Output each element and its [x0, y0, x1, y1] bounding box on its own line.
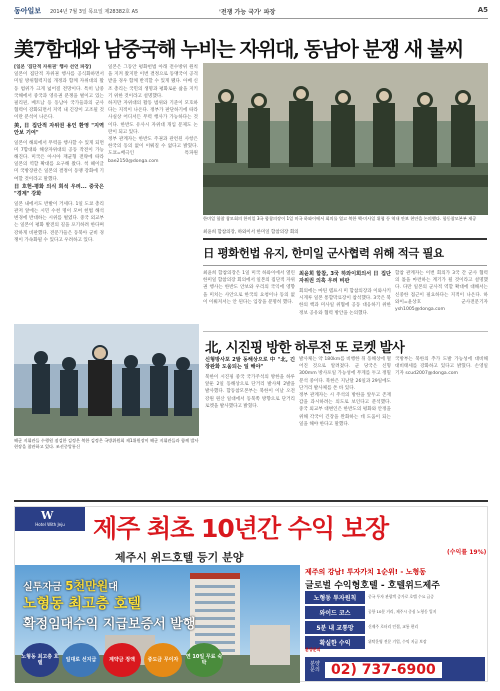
article2-column-2: [299, 270, 391, 330]
ad-phone-box[interactable]: [305, 657, 485, 681]
article-paragraph: 일본이 해외에서 무력을 행사할 수 있게 되면 미 7함대와 해상자위대의 공동 작전이 가능해진다. 미국은 아시아 재균형 전략에 따라 일본의 역할 확대를 요구해 왔다. 척 헤이글 미 국방장관은 일본의 결정이 동맹 강화에 기여할 것이라고 말했다.: [14, 140, 104, 182]
feature-desc: 신제주 로터리 인접, 교통 편리: [368, 624, 419, 630]
article3-column-3: [395, 356, 488, 496]
feature-desc: 공항 10분 거리, 제주시 중심 노형동 입지: [368, 609, 437, 615]
feature-row: [305, 621, 485, 634]
feature-row: [305, 591, 485, 604]
article-subheading: 日 호헌-평화 의식 희석 우려... 중국은 "경계" 강화: [14, 183, 104, 197]
quote-kicker: 최윤희 합참의장, 하와이서 한미일 합참의장 회의: [203, 230, 299, 235]
ad-divider: [14, 500, 488, 502]
article-paragraph: 발사체는 약 180km를 비행한 뒤 동해상에 떨어진 것으로 알려졌다. 군 당국은 신형 300mm 방사포일 가능성에 무게를 두고 정밀 분석 중이다. 북한은 지난달 26일과 29일에도 단거리 발사체를 쏜 바 있다.: [299, 357, 391, 391]
article-byline: [일본 '집단적 자위권' 행사 선언 파장]: [14, 65, 92, 70]
feature-label: 확실한 수익: [305, 636, 365, 649]
article-paragraph: 일본이 집단적 자위권 행사를 공식화하면서 미일 방위협력지침 개정과 함께 자위대의 활동 범위가 크게 넓어질 전망이다. 특히 남중국해에서 중국과 영유권 분쟁을 벌이고 있는 필리핀, 베트남 등 동남아 국가들과의 군사 협력이 강화되면서 지역 내 긴장이 고조될 것이란 분석이 나온다.: [14, 72, 104, 121]
logo-text: Hotel With Jeju: [35, 522, 65, 527]
feature-label: 와이드 코스: [305, 606, 365, 619]
ad-brand-line: 글로벌 수익형호텔 - 호텔위드제주: [305, 581, 440, 591]
main-headline: 美7함대와 남중국해 누비는 자위대, 동남아 분쟁 새 불씨: [14, 37, 463, 61]
ad-info-line: [305, 647, 320, 653]
article-paragraph: 최윤희 합참의장은 1일 미국 하와이에서 열린 한미일 합참의장 회의에서 일본의 집단적 자위권 행사는 한반도 안보와 우리의 국익에 영향을 미치는 사안으로 한국의 요청이나 동의 없이 이뤄져서는 안 된다는 입장을 분명히 했다.: [203, 271, 295, 305]
meeting-photo: [203, 63, 488, 215]
article-subheading: 美, 日 집단적 자위권 용인 환영 "지역 안보 기여": [14, 122, 104, 136]
article-paragraph: 정부 관계자는 한반도 주권과 관련된 사항은 한국의 동의 없이 이뤄질 수 없다고 밝혔다. 도쿄=배극인 특파원 bae2150@donga.com: [108, 137, 198, 164]
ad-benefit-tags: [21, 643, 223, 677]
kim-jong-un-photo: [14, 324, 199, 436]
ad-feature-table: [305, 591, 485, 651]
feature-label: 노형동 투자원칙: [305, 591, 365, 604]
issue-date: 2014년 7월 3일 목요일 제28382호 A5: [50, 9, 139, 15]
page-number: A5: [477, 6, 488, 14]
benefit-tag: 노형동 최고층 호텔: [21, 643, 59, 677]
ad-investment-pre: 실투자금: [23, 582, 66, 593]
article2-column-1: [203, 270, 295, 330]
ad-info-text: 분양문의: [305, 647, 321, 652]
ad-right-header: [305, 567, 485, 591]
section-title: '전쟁 가능 국가' 파장: [219, 9, 276, 16]
ad-investment-line: [23, 577, 118, 594]
benefit-tag: 일대로 선지급: [62, 643, 100, 677]
quote-headline: 日 평화헌법 유지, 한미일 군사협력 위해 적극 필요: [203, 238, 487, 266]
article3-column-2: [299, 356, 391, 496]
feature-desc: 중국 투자 관광객 증가로 호텔 수요 급증: [368, 594, 434, 600]
benefit-tag: 계약금 정액: [103, 643, 141, 677]
article-paragraph: 국방부는 북한의 추가 도발 가능성에 대비해 대비태세를 강화하고 있다고 밝혔다. 손영일 기자 scud2007@donga.com: [395, 357, 488, 377]
military-group-illustration: [14, 324, 199, 436]
ad-highlight: 노형동 최고층 호텔: [23, 596, 141, 612]
section-divider: [203, 331, 488, 332]
ad-investment-post: 대: [108, 582, 118, 593]
article-paragraph: 일본은 그동안 평화헌법 아래 전수방위 원칙을 지켜 왔지만 이번 결정으로 동맹국이 공격받을 경우 함께 반격할 수 있게 됐다. 아베 신조 총리는 국민의 생명과 평화로운 삶을 지키기 위한 것이라고 설명했다.: [108, 65, 198, 99]
article-paragraph: 정부 관계자는 시 주석의 방한을 앞두고 존재감을 과시하려는 의도로 보인다고 분석했다. 중국 외교부 대변인은 한반도의 평화와 안정을 위해 각국이 긴장을 완화하는 데 도움이 되는 일을 해야 한다고 말했다.: [299, 393, 391, 427]
ad-title: 제주 최초 10년간 수익 보장: [93, 514, 389, 543]
benefit-tag: 중도금 무이자: [144, 643, 182, 677]
article-subheading: 신형방사포 2발 동해상으로 中 "北, 긴장완화 도움되는 일 해야": [205, 357, 295, 370]
article-paragraph: 하지만 자위대의 활동 범위와 기준이 모호하다는 지적이 나온다. 정부가 판단하기에 따라 사실상 어디서든 무력 행사가 가능하다는 것이다. 한반도 유사시 자위대 개입 문제도 논란이 되고 있다.: [108, 101, 198, 135]
phone-number[interactable]: 02) 737-6900: [325, 662, 442, 678]
photo-caption: 해군 지휘관들 수행원 점검한 김정은 북한 김정은 국방위원회 제1위원장이 해군 지휘관들과 함께 발사 현장을 참관하고 있다. 조선중앙통신: [14, 438, 199, 449]
meeting-illustration: [203, 63, 488, 215]
article3-column-1: [205, 356, 295, 496]
ad-investment-amount: 5천만원: [65, 579, 109, 593]
hotel-advertisement[interactable]: [14, 506, 488, 682]
article-subheading: 최윤희 합참, 3국 하와이회의서 日 집단자위권 의혹 우려 비판: [299, 271, 391, 284]
article-paragraph: 합참 관계자는 이번 회의가 3국 간 군사 협력의 틀을 마련하는 계기가 될 것이라고 설명했다. 다만 일본의 군사적 역할 확대에 대해서는 신중한 접근이 필요하다는 지적이 나온다. 하와이=윤상호 군사전문기자 ysh1005@donga.com: [395, 271, 488, 313]
newspaper-name: 동아일보: [14, 6, 42, 15]
article-paragraph: 회의에는 마틴 뎀프시 미 합참의장과 이와사키 시게루 일본 통합막료장이 참석했다. 3국은 북한의 핵과 미사일 위협에 공동 대응하기 위한 정보 공유와 협력 방안을 논의했다.: [299, 289, 391, 316]
feature-label: 5분 내 교통망: [305, 621, 365, 634]
benefit-tag: 연 10일 무료 숙박: [185, 643, 223, 677]
ad-subtitle: 제주시 위드호텔 등기 분양: [115, 551, 244, 564]
hotel-logo: [15, 507, 85, 531]
article-paragraph: 북한이 시진핑 중국 국가주석의 방한을 하루 앞둔 2일 동해상으로 단거리 발사체 2발을 발사했다. 합동참모본부는 북한이 이날 오전 강원 원산 일대에서 동북쪽 방향으로 단거리 로켓을 발사했다고 밝혔다.: [205, 375, 295, 409]
feature-row: [305, 606, 485, 619]
photo-caption: 한미일 합참 참모회의 한미일 3국 합참의장이 1일 미국 하와이에서 회의를 열고 북한 핵·미사일 위협 등 역내 안보 현안을 논의했다. 합동참모본부 제공: [203, 216, 477, 221]
ad-guarantee: 확정임대수익 지급보증서 발행: [23, 617, 196, 632]
article2-column-3: [395, 270, 488, 330]
feature-row: [305, 636, 485, 649]
logo-mark: W: [41, 509, 54, 522]
masthead: [14, 5, 488, 19]
article-paragraph: 일본 내에서도 반발이 거세다. 1일 도쿄 총리관저 앞에는 시민 수천 명이 모여 헌법 해석 변경에 반대하는 시위를 벌였다. 중국 외교부는 일본이 평화 발전의 길을 포기하려 한다며 강하게 비판했다. 전문가들은 동북아 군비 경쟁이 가속화될 수 있다고 우려하고 있다.: [14, 201, 104, 243]
phone-label: 분양 문의: [310, 661, 320, 673]
ad-location-line: 제주의 강남! 투자가치 1순위! - 노형동: [305, 568, 427, 576]
article-column-2: [108, 64, 198, 319]
feature-desc: 위탁운영 전문 기업, 수익 지급 보장: [368, 639, 427, 645]
ad-yield: (수익률 19%): [447, 549, 487, 556]
secondary-headline: 北, 시진핑 방한 하루전 또 로켓 발사: [205, 340, 405, 356]
